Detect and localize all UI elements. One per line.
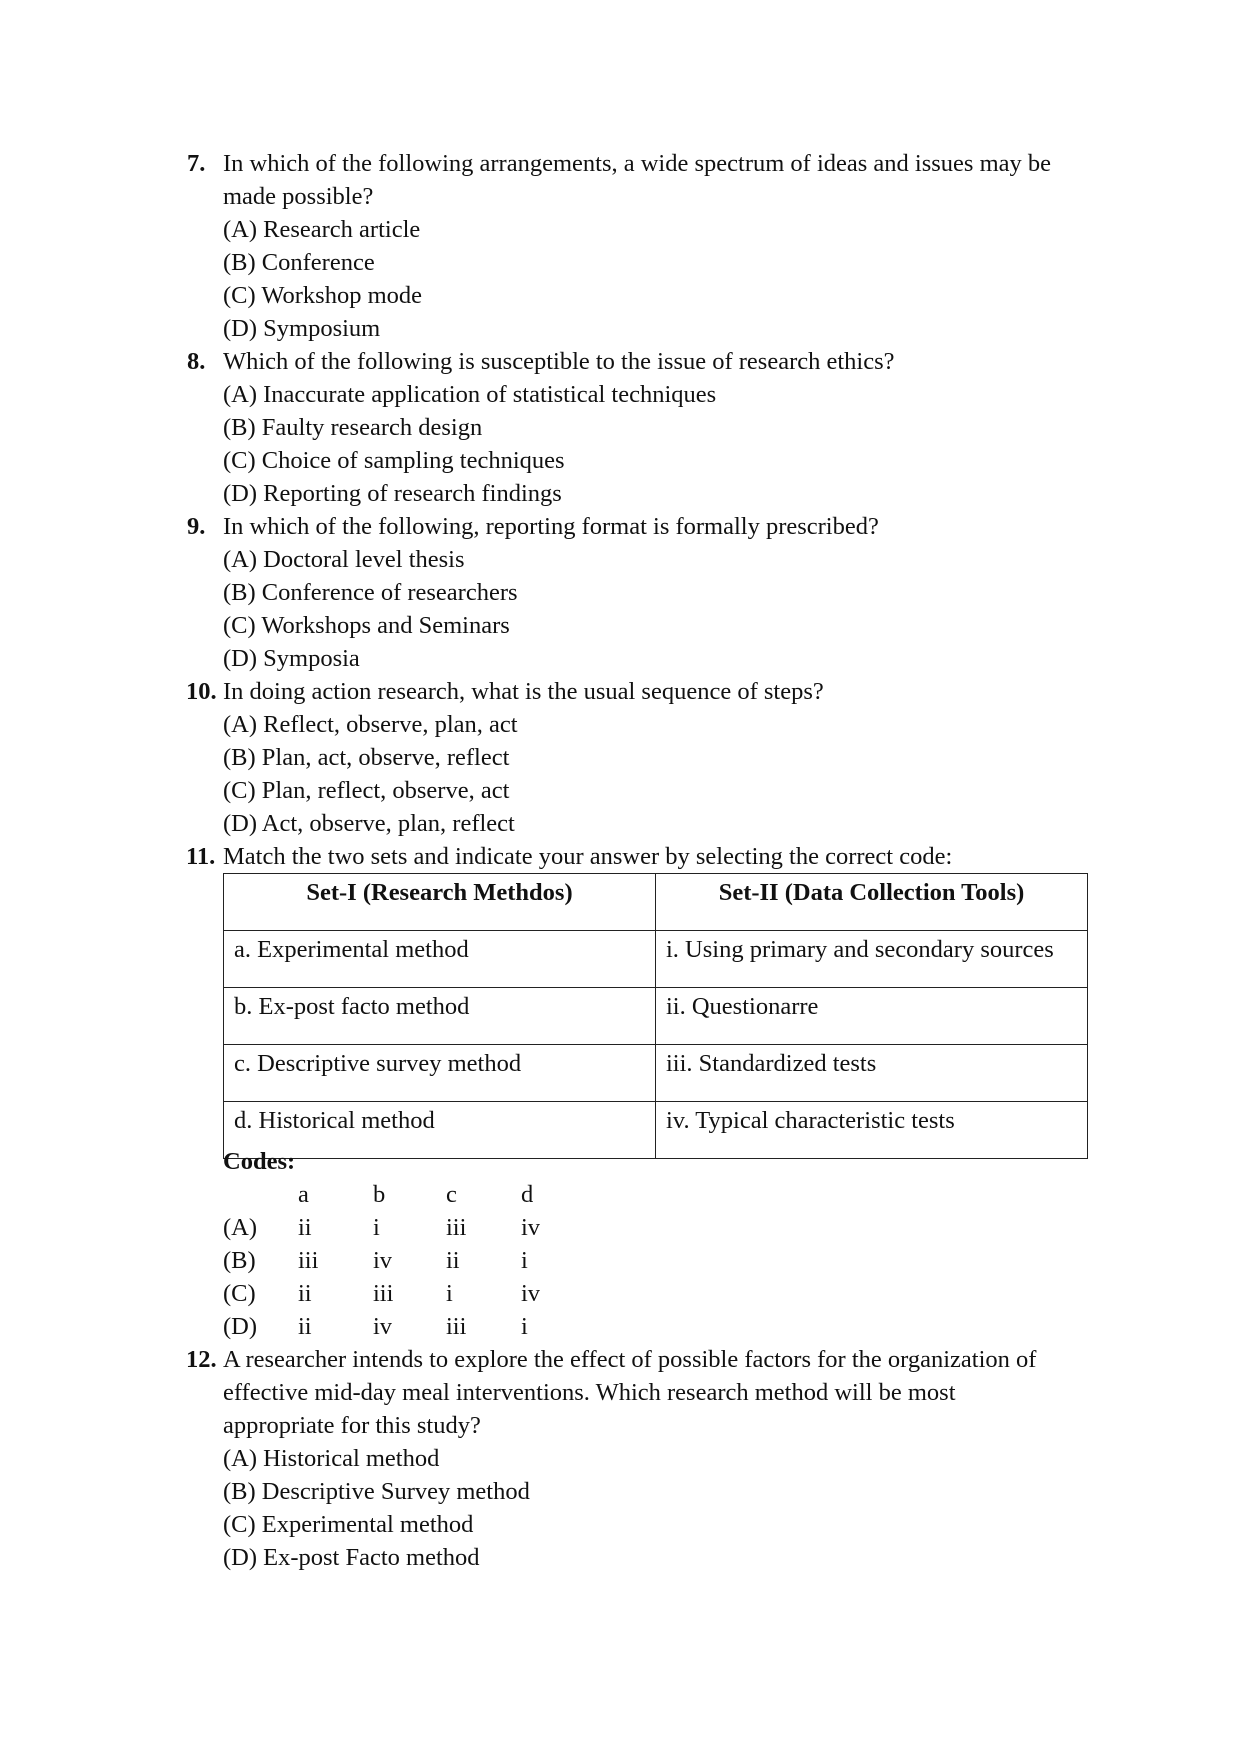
codes-label: Codes:	[223, 1148, 296, 1175]
codes-value: iii	[373, 1280, 394, 1307]
codes-value: iv	[521, 1214, 541, 1241]
table-row	[224, 1102, 1088, 1159]
codes-value: iv	[373, 1247, 393, 1274]
question-number: 10.	[186, 678, 217, 705]
codes-value: iv	[373, 1313, 393, 1340]
codes-value: iii	[298, 1247, 319, 1274]
codes-column-header: c	[446, 1181, 457, 1208]
table-row	[224, 988, 1088, 1045]
table-row	[224, 931, 1088, 988]
option-d: (D) Symposium	[223, 315, 381, 342]
question-number: 12.	[186, 1346, 217, 1373]
table-cell: c. Descriptive survey method	[224, 1045, 656, 1102]
question-text: In which of the following, reporting format is formally prescribed?	[223, 513, 879, 540]
question-text: effective mid-day meal interventions. Which research method will be most	[223, 1379, 956, 1406]
option-b: (B) Conference of researchers	[223, 579, 518, 606]
option-c: (C) Experimental method	[223, 1511, 474, 1538]
question-number: 9.	[187, 513, 206, 540]
table-cell: a. Experimental method	[224, 931, 656, 988]
question-text: In which of the following arrangements, a wide spectrum of ideas and issues may be	[223, 150, 1051, 177]
codes-column-header: d	[521, 1181, 534, 1208]
table-cell: ii. Questionarre	[656, 988, 1088, 1045]
option-c: (C) Choice of sampling techniques	[223, 447, 565, 474]
option-b: (B) Plan, act, observe, reflect	[223, 744, 510, 771]
question-text: Which of the following is susceptible to the issue of research ethics?	[223, 348, 895, 375]
option-d: (D) Reporting of research findings	[223, 480, 562, 507]
table-cell: i. Using primary and secondary sources	[656, 931, 1088, 988]
option-b: (B) Descriptive Survey method	[223, 1478, 530, 1505]
table-cell: iii. Standardized tests	[656, 1045, 1088, 1102]
table-header-set-2: Set-II (Data Collection Tools)	[656, 874, 1088, 931]
option-c: (C) Workshops and Seminars	[223, 612, 510, 639]
codes-value: i	[521, 1247, 528, 1274]
codes-option-label: (A)	[223, 1214, 258, 1241]
codes-value: iii	[446, 1313, 467, 1340]
option-b: (B) Faulty research design	[223, 414, 483, 441]
question-number: 7.	[187, 150, 206, 177]
option-a: (A) Inaccurate application of statistical techniques	[223, 381, 717, 408]
table-cell: b. Ex-post facto method	[224, 988, 656, 1045]
option-a: (A) Historical method	[223, 1445, 440, 1472]
table-cell: iv. Typical characteristic tests	[656, 1102, 1088, 1159]
option-d: (D) Symposia	[223, 645, 360, 672]
codes-value: ii	[298, 1280, 312, 1307]
option-c: (C) Plan, reflect, observe, act	[223, 777, 510, 804]
codes-option-label: (D)	[223, 1313, 258, 1340]
codes-option-label: (B)	[223, 1247, 256, 1274]
table-header-row	[224, 874, 1088, 931]
option-b: (B) Conference	[223, 249, 375, 276]
table-cell: d. Historical method	[224, 1102, 656, 1159]
codes-column-header: a	[298, 1181, 309, 1208]
table-header-set-1: Set-I (Research Methdos)	[224, 874, 656, 931]
codes-value: ii	[298, 1313, 312, 1340]
question-text: Match the two sets and indicate your answer by selecting the correct code:	[223, 843, 953, 870]
option-a: (A) Doctoral level thesis	[223, 546, 465, 573]
codes-value: i	[521, 1313, 528, 1340]
question-number: 11.	[186, 843, 216, 870]
codes-value: iii	[446, 1214, 467, 1241]
question-text: In doing action research, what is the usual sequence of steps?	[223, 678, 824, 705]
codes-value: ii	[298, 1214, 312, 1241]
question-text: A researcher intends to explore the effect of possible factors for the organization of	[223, 1346, 1037, 1373]
question-number: 8.	[187, 348, 206, 375]
question-text: made possible?	[223, 183, 374, 210]
codes-value: ii	[446, 1247, 460, 1274]
table-row	[224, 1045, 1088, 1102]
match-table	[223, 873, 1088, 1159]
option-a: (A) Research article	[223, 216, 421, 243]
option-d: (D) Ex-post Facto method	[223, 1544, 480, 1571]
codes-value: i	[446, 1280, 453, 1307]
question-text: appropriate for this study?	[223, 1412, 481, 1439]
codes-column-header: b	[373, 1181, 386, 1208]
option-a: (A) Reflect, observe, plan, act	[223, 711, 518, 738]
codes-option-label: (C)	[223, 1280, 256, 1307]
option-d: (D) Act, observe, plan, reflect	[223, 810, 515, 837]
codes-value: iv	[521, 1280, 541, 1307]
option-c: (C) Workshop mode	[223, 282, 423, 309]
codes-value: i	[373, 1214, 380, 1241]
